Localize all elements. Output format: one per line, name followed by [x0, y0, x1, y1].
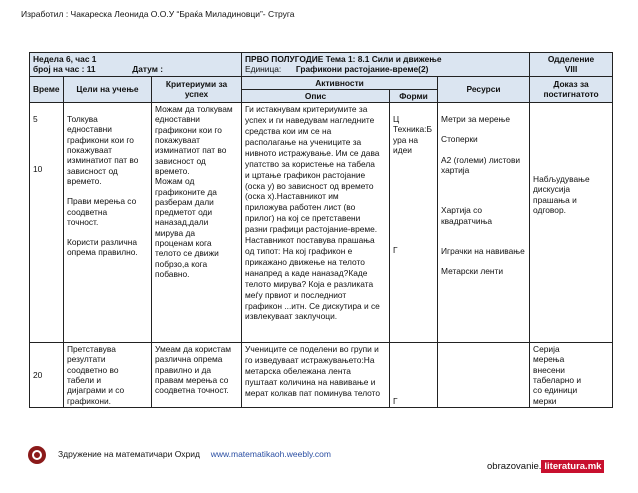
evidence-line: мерки — [533, 395, 557, 406]
description-line: од типот: На кој графикон е — [245, 245, 353, 256]
time-value: 20 — [33, 369, 43, 380]
forms-cell — [390, 343, 438, 408]
criteria-line: побрзо,а кога — [155, 258, 208, 269]
description-line: меѓу првиот и последниот — [245, 289, 347, 300]
description-line: (оска у) во зависност од времето — [245, 180, 374, 191]
col-forms-header: Форми — [390, 89, 438, 102]
description-line: телото мирува? Која е разликата — [245, 278, 374, 289]
resource-item: хартија — [441, 165, 470, 176]
criteria-line: побавно. — [155, 268, 190, 279]
description-line: прикажано движење на телото — [245, 256, 365, 267]
date-label: Датум : — [132, 64, 164, 75]
criteria-line: графикони кои го — [155, 124, 222, 135]
goal-line: соодветно во — [67, 364, 119, 375]
forms-line: Г — [393, 245, 398, 256]
goal-line: графикони. — [67, 395, 111, 406]
resource-item: Стоперки — [441, 134, 478, 145]
evidence-line: Серија — [533, 344, 560, 355]
col-goals-header: Цели на учење — [64, 76, 152, 103]
description-line: разни графици растојание-време. — [245, 224, 378, 235]
brand-logo — [487, 461, 604, 472]
criteria-line: проценам кога — [155, 238, 212, 249]
resource-item: Хартија со — [441, 205, 483, 216]
goals-cell — [64, 103, 152, 343]
class-no-label: број на час : 11 — [33, 64, 96, 75]
time-value: 5 — [33, 114, 38, 125]
brand-right-text: literatura.mk — [541, 460, 604, 473]
forms-line: Г — [393, 395, 398, 406]
evidence-line: Набљудување — [533, 174, 590, 185]
description-line: успех и ги наведувам нагледните — [245, 115, 375, 126]
meta-row — [30, 53, 613, 77]
goal-line: Прави мерења со — [67, 196, 137, 207]
goal-line: Претставува — [67, 344, 116, 355]
goal-line: графикони кои го — [67, 134, 134, 145]
description-line: прилог) на кој се претставени — [245, 213, 361, 224]
dept-label: Одделение — [547, 54, 595, 64]
goal-line: покажуваат — [67, 145, 112, 156]
footer-credit — [58, 449, 331, 459]
forms-cell — [390, 103, 438, 343]
criteria-line: правам мерења со — [155, 375, 229, 386]
lesson-plan-table — [29, 52, 613, 408]
criteria-line: телото се движи — [155, 248, 219, 259]
description-line: и цртање графикон растојание — [245, 169, 366, 180]
goal-line: едноставни — [67, 124, 112, 135]
col-time-header: Време — [30, 76, 64, 103]
description-line: извлекуваат заклучоци. — [245, 311, 338, 322]
forms-line: идеи — [393, 145, 412, 156]
criteria-line: изминатиот пат во — [155, 145, 227, 156]
evidence-line: внесени — [533, 364, 565, 375]
criteria-line: Умеам да користам — [155, 344, 232, 355]
description-line: Наставникот поставува прашања — [245, 235, 375, 246]
resources-cell — [438, 103, 530, 343]
unit-label: Единица: — [245, 64, 282, 75]
association-logo-icon — [28, 446, 46, 464]
goal-line: резултати — [67, 354, 106, 365]
table-row — [30, 343, 613, 408]
description-line: приложува работен лист (во — [245, 202, 356, 213]
goal-line: Користи различна — [67, 237, 138, 248]
description-line: нивното истражување. Им се дава — [245, 147, 380, 158]
meta-week-cell — [30, 53, 242, 77]
criteria-line: графиконите да — [155, 186, 217, 197]
resources-cell — [438, 343, 530, 408]
forms-line: Техника:Б — [393, 124, 432, 135]
week-label: Недела 6, час 1 — [33, 54, 97, 64]
criteria-line: Можам од — [155, 176, 195, 187]
description-line: графикон ...итн. Се дискутира и се — [245, 300, 380, 311]
evidence-line: табеларно и — [533, 375, 582, 386]
resource-item: Метри за мерење — [441, 114, 510, 125]
time-value: 10 — [33, 164, 43, 175]
author-line: Изработил : Чакареска Леонида О.О.У “Браќа Миладиновци”- Струга — [21, 9, 295, 19]
goal-line: опрема правилно. — [67, 247, 138, 258]
description-line: го изведуваат истражувањето:На — [245, 355, 375, 366]
goal-line: Толкува — [67, 114, 98, 125]
goal-line: точност. — [67, 216, 99, 227]
col-description-header: Опис — [242, 89, 390, 102]
time-cell — [30, 343, 64, 408]
description-line: Ги истакнувам критериумите за — [245, 104, 368, 115]
col-resources-header: Ресурси — [438, 76, 530, 103]
description-line: пуштаат количина на навивање и — [245, 376, 376, 387]
resource-item: А2 (големи) листови — [441, 154, 521, 165]
criteria-line: времето. — [155, 165, 190, 176]
meta-topic-cell — [242, 53, 530, 77]
criteria-line: Можам да толкувам — [155, 104, 233, 115]
semester-topic: ПРВО ПОЛУГОДИЕ Тема 1: 8.1 Сили и движење — [245, 54, 442, 64]
description-line: нанапред а каде наназад?Каде — [245, 267, 368, 278]
unit-title: Графикони растојание-време(2) — [295, 64, 429, 75]
criteria-line: правилно и да — [155, 364, 212, 375]
criteria-line: соодветна точност. — [155, 385, 229, 396]
criteria-line: мирува да — [155, 227, 196, 238]
goals-cell — [64, 343, 152, 408]
brand-left-text: obrazovanie. — [487, 461, 542, 472]
criteria-line: зависност од — [155, 155, 206, 166]
association-name: Здружение на математичари Охрид — [58, 449, 200, 459]
evidence-line: прашања и — [533, 194, 577, 205]
description-line: располагање на учениците за — [245, 136, 362, 147]
goal-line: времето. — [67, 175, 102, 186]
criteria-line: разберам дали — [155, 196, 214, 207]
goal-line: зависност од — [67, 165, 118, 176]
criteria-cell — [152, 103, 242, 343]
criteria-cell — [152, 343, 242, 408]
header-row — [30, 76, 613, 89]
goal-line: дијаграми и со — [67, 385, 125, 396]
time-cell — [30, 103, 64, 343]
association-url-link[interactable]: www.matematikaoh.weebly.com — [210, 449, 331, 459]
description-line: Учениците се поделени во групи и — [245, 344, 379, 355]
description-line: упатство за користење на табела — [245, 158, 375, 169]
goal-line: соодветна — [67, 206, 108, 217]
meta-dept-cell — [530, 53, 613, 77]
criteria-line: едноставни — [155, 114, 200, 125]
description-cell — [242, 103, 390, 343]
evidence-line: мерења — [533, 354, 565, 365]
criteria-line: покажуваат — [155, 135, 200, 146]
description-line: средства кои им се на — [245, 126, 332, 136]
criteria-line: наназад,дали — [155, 217, 209, 228]
evidence-cell — [530, 343, 613, 408]
criteria-line: различна опрема — [155, 354, 223, 365]
col-evidence-header: Доказ за постигнатото — [530, 76, 613, 103]
forms-line: ура на — [393, 134, 419, 145]
description-line: (оска х).Наставникот им — [245, 191, 339, 202]
evidence-line: со единици — [533, 385, 578, 396]
criteria-line: предметот оди — [155, 207, 213, 218]
evidence-line: одговор. — [533, 205, 566, 216]
goal-line: табели и — [67, 375, 102, 386]
col-criteria-header: Критериуми за успех — [152, 76, 242, 103]
table-row — [30, 103, 613, 343]
evidence-line: дискусија — [533, 184, 571, 195]
description-line: метарска обележана лента — [245, 366, 351, 376]
dept-value: VIII — [564, 64, 578, 75]
forms-line: Ц — [393, 114, 400, 125]
resource-item: квадратчиња — [441, 215, 493, 226]
resource-item: Играчки на навивање — [441, 245, 525, 256]
goal-line: изминатиот пат во — [67, 155, 139, 166]
description-line: мерат колкав пат поминува телото — [245, 387, 381, 398]
evidence-cell — [530, 103, 613, 343]
resource-item: Метарски ленти — [441, 266, 504, 277]
col-activities-header: Активности — [242, 76, 438, 89]
description-cell — [242, 343, 390, 408]
